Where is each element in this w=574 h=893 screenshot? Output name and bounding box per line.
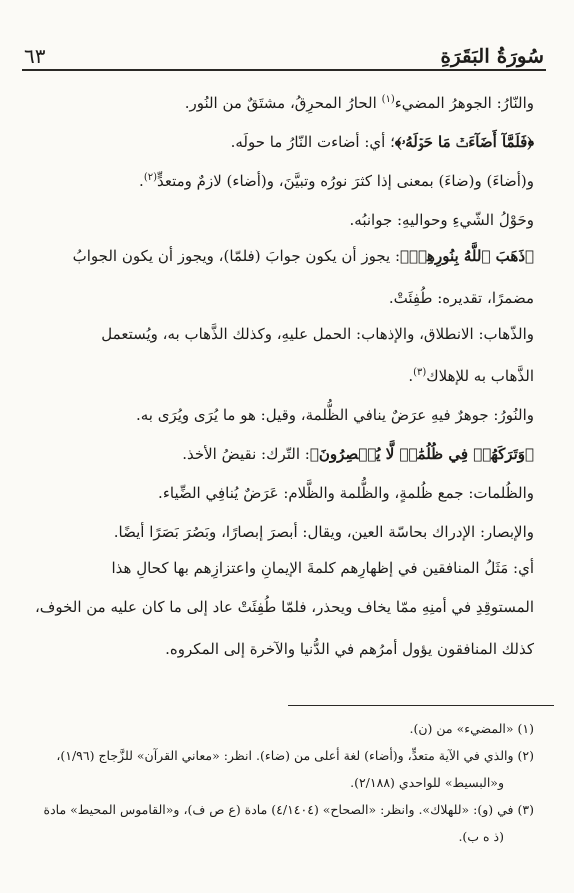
text-line	[32, 435, 534, 474]
line-text-end: : يجوز أن يكون جوابَ (فلمّا)، ويجوز أن يكون الجوابُ	[72, 247, 401, 265]
footnotes	[32, 715, 534, 850]
main-text	[32, 84, 534, 669]
line-text: مضمرًا، تقديره: طُفِئَتْ.	[388, 289, 534, 307]
text-line	[32, 552, 534, 585]
text-line	[32, 474, 534, 513]
footnote-2-cont: و«البسيط» للواحدي (٢/١٨٨).	[350, 775, 504, 790]
text-line	[32, 396, 534, 435]
text-line	[32, 357, 534, 396]
page-header	[24, 28, 544, 68]
footnote-1: (١) «المضيء» من (ن).	[409, 721, 534, 736]
text-line	[32, 240, 534, 273]
text-line	[32, 201, 534, 240]
text-line	[32, 513, 534, 552]
line-text: والنُورُ: جوهرٌ فيهِ عرَضٌ ينافي الظُّلمة، وقيل: هو ما يُرَى ويُرَى به.	[135, 406, 534, 424]
footnote-2: (٢) والذي في الآية متعدٍّ، و(أضاء) لغة أعلى من (ضاء). انظر: «معاني القرآن» للزَّجاج (١/٩٦)،	[56, 748, 534, 763]
text-line	[32, 84, 534, 123]
text-line	[32, 318, 534, 351]
line-text: الذَّهاب به للإهلاك	[426, 367, 534, 385]
line-text: والإبصار: الإدراك بحاسّة العين، ويقال: أبصرَ إبصارًا، وبَصُرَ بَصَرًا أيضًا.	[113, 523, 534, 541]
text-line	[32, 591, 534, 624]
line-text: وحَوْلُ الشّيءِ وحواليهِ: جوانبُه.	[349, 211, 534, 229]
quran-verse: ﴿فَلَمَّآ أَضَآءَتۡ مَا حَوۡلَهُۥ﴾	[394, 133, 534, 151]
page-number: ٦٣	[24, 44, 46, 68]
text-line	[32, 630, 534, 669]
footnote-ref: (٣)	[413, 367, 427, 378]
line-text: والظُلمات: جمع ظُلمةٍ، والظُّلمة والظَّلام: عَرَضٌ يُنافِي الضِّياء.	[158, 484, 534, 502]
line-text: كذلك المنافقون يؤول أمرُهم في الدُّنيا والآخرة إلى المكروه.	[165, 640, 534, 658]
line-text-end: .	[408, 367, 414, 385]
footnote-3: (٣) في (و): «للهلاك». وانظر: «الصحاح» (٤/١٤٠٤) مادة (ع ص ف)، و«القاموس المحيط» مادة	[43, 802, 534, 817]
footnote-rule	[288, 705, 554, 706]
surah-title: سُورَةُ البَقَرَةِ	[440, 44, 544, 68]
footnote-3-cont: (ذ ه ب).	[458, 829, 504, 844]
line-text: والذّهاب: الانطلاق، والإذهاب: الحمل عليهِ، وكذلك الذَّهاب به، ويُستعمل	[101, 325, 534, 343]
header-rule	[22, 69, 546, 71]
line-text-end: ؛ أي: أضاءت النّارُ ما حولَه.	[230, 133, 395, 151]
text-line	[32, 123, 534, 162]
line-text-end: .	[139, 172, 144, 190]
footnote-ref: (١)	[381, 94, 395, 105]
line-text-end: الحارُ المحرِقُ، مشتَقٌ من النُور.	[184, 94, 382, 112]
line-text: أي: مَثَلُ المنافقين في إظهارِهم كلمةَ الإيمانِ واعتزازِهم بها كحالِ هذا	[111, 559, 534, 577]
quran-verse: ﴿وَتَرَكَهُمۡ فِي ظُلُمَٰتٖ لَّا يُبۡصِرُونَ﴾	[309, 445, 534, 463]
text-line	[32, 279, 534, 318]
line-text-end: : التّرك: نقيضُ الأخذ.	[182, 445, 310, 463]
quran-verse: ﴿ذَهَبَ ٱللَّهُ بِنُورِهِمۡ﴾	[400, 247, 534, 265]
footnote-ref: (٢)	[143, 172, 157, 183]
line-text: و(أضاءَ) و(ضاءَ) بمعنى إذا كثرَ نورُه وتبيَّنَ، و(أضاء) لازمٌ ومتعدٍّ	[157, 172, 534, 190]
line-text: والنّارُ: الجوهرُ المضيء	[394, 94, 534, 112]
text-line	[32, 162, 534, 201]
line-text: المستوقِدِ في أمنِهِ ممّا يخاف ويحذر، فلمّا طُفِئَتْ عاد إلى ما كان عليه من الخوف،	[34, 598, 534, 616]
